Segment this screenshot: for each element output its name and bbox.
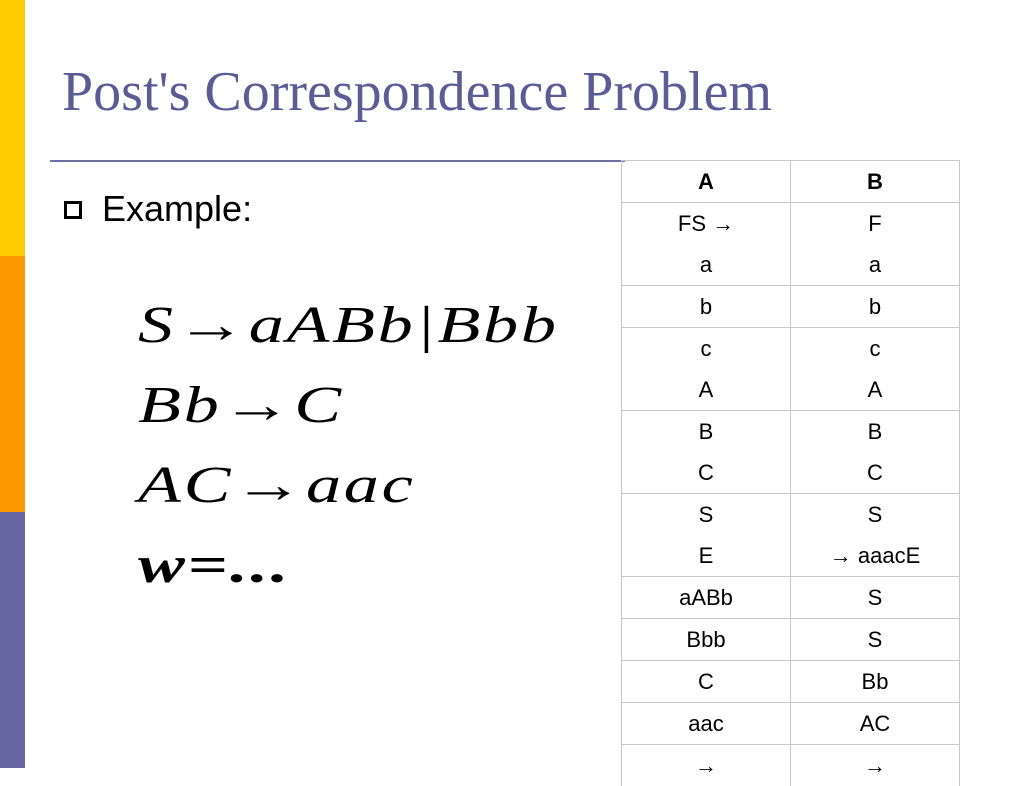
slide-title: Post's Correspondence Problem bbox=[62, 60, 772, 124]
table-row bbox=[622, 411, 960, 453]
table-row bbox=[622, 244, 960, 286]
grammar-rule: S→aABb|Bbb bbox=[138, 296, 559, 355]
table-row bbox=[622, 535, 960, 577]
table-row bbox=[622, 577, 960, 619]
table-cell-b: → aaacE bbox=[791, 535, 960, 577]
table-cell-a: E bbox=[622, 535, 791, 577]
table-cell-b: b bbox=[791, 286, 960, 328]
title-divider bbox=[50, 160, 625, 162]
table-row bbox=[622, 661, 960, 703]
table-cell-a: FS → bbox=[622, 203, 791, 245]
table-cell-a: → bbox=[622, 745, 791, 786]
table-cell-a: c bbox=[622, 328, 791, 370]
table-body bbox=[622, 203, 960, 786]
column-header-a: A bbox=[622, 161, 791, 203]
table-cell-a: Bbb bbox=[622, 619, 791, 661]
table-header-row bbox=[622, 161, 960, 203]
bullet-text: Example: bbox=[102, 188, 252, 230]
table-cell-a: C bbox=[622, 452, 791, 494]
table-cell-a: S bbox=[622, 494, 791, 536]
table-row bbox=[622, 328, 960, 370]
table-cell-b: A bbox=[791, 369, 960, 411]
table-cell-a: a bbox=[622, 244, 791, 286]
column-header-b: B bbox=[791, 161, 960, 203]
grammar-rules bbox=[138, 296, 498, 586]
square-bullet-icon bbox=[64, 201, 82, 219]
table-cell-b: C bbox=[791, 452, 960, 494]
table-cell-b: B bbox=[791, 411, 960, 453]
table-cell-b: F bbox=[791, 203, 960, 245]
table-row bbox=[622, 203, 960, 245]
table-cell-a: B bbox=[622, 411, 791, 453]
table-cell-b: → bbox=[791, 745, 960, 786]
grammar-rule: Bb→C bbox=[138, 376, 344, 435]
table-row bbox=[622, 494, 960, 536]
table-cell-b: AC bbox=[791, 703, 960, 745]
accent-bar-purple bbox=[0, 512, 25, 768]
table-row bbox=[622, 619, 960, 661]
table-row bbox=[622, 745, 960, 786]
table-cell-a: A bbox=[622, 369, 791, 411]
grammar-rule: w=... bbox=[138, 536, 291, 595]
table-row bbox=[622, 369, 960, 411]
table-row bbox=[622, 703, 960, 745]
correspondence-table bbox=[621, 160, 960, 786]
table-cell-b: c bbox=[791, 328, 960, 370]
table-row bbox=[622, 286, 960, 328]
table-cell-a: aac bbox=[622, 703, 791, 745]
table-row bbox=[622, 452, 960, 494]
table-cell-b: a bbox=[791, 244, 960, 286]
grammar-rule: AC→aac bbox=[138, 456, 415, 515]
table-cell-a: aABb bbox=[622, 577, 791, 619]
accent-bar-orange bbox=[0, 256, 25, 512]
table-cell-b: S bbox=[791, 619, 960, 661]
table-cell-b: Bb bbox=[791, 661, 960, 703]
table-cell-b: S bbox=[791, 577, 960, 619]
table-cell-b: S bbox=[791, 494, 960, 536]
table-cell-a: C bbox=[622, 661, 791, 703]
accent-bar-yellow bbox=[0, 0, 25, 256]
table-cell-a: b bbox=[622, 286, 791, 328]
